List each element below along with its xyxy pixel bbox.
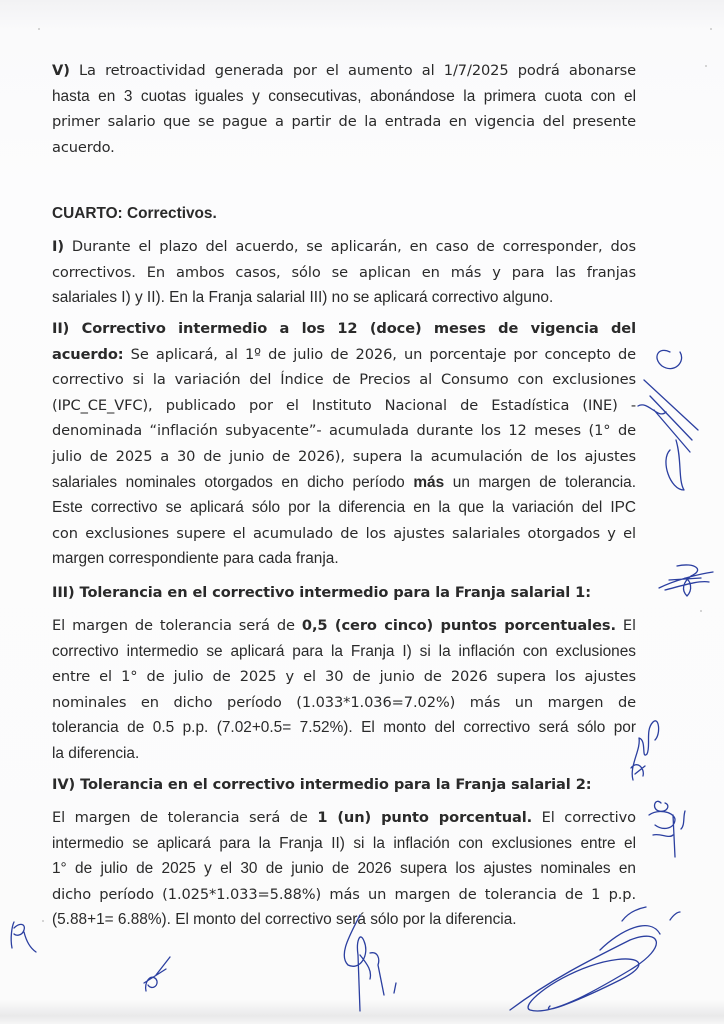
section-v-label: V) xyxy=(52,62,70,79)
section-v xyxy=(52,58,636,160)
scan-speck xyxy=(700,610,702,612)
item-iii-heading: III) Tolerancia en el correctivo intermedio para la Franja salarial 1: xyxy=(52,584,591,601)
section-v-line: acuerdo. xyxy=(52,138,115,156)
scan-speck xyxy=(38,28,40,30)
section-v-line: hasta en 3 cuotas iguales y consecutivas, abonándose la primera cuota con el xyxy=(52,87,636,105)
signature-margin-1 xyxy=(640,340,700,504)
section-v-line: primer salario que se pague a partir de la entrada en vigencia del presente xyxy=(52,113,636,131)
item-i-label: I) xyxy=(52,238,64,255)
signature-bottom-center xyxy=(320,905,420,1019)
initials-bottom-left xyxy=(8,918,38,962)
section-v-line: V) La retroactividad generada por el aumento al 1/7/2025 podrá abonarse xyxy=(52,62,636,79)
item-i: I) Durante el plazo del acuerdo, se aplicarán, en caso de corresponder, dos correctivos. En ambos casos, sólo se aplican en más y para las franjas salariales I) y II). En la Franja salarial III) no se aplicará correctivo alguno. xyxy=(52,238,636,307)
initials-bottom-2 xyxy=(140,955,180,999)
scan-speck xyxy=(42,920,44,922)
signature-bottom-right xyxy=(510,920,680,1024)
item-iii: El margen de tolerancia será de 0,5 (cero cinco) puntos porcentuales. El correctivo intermedio se aplicará para la Franja I) si la inflación con exclusiones entre el 1° de julio de 2025 y el 30 de junio de 2026 supera los ajustes nominales en dicho período (1.033*1.036=7.02%) más un margen de tolerancia de 0.5 p.p. (7.02+0.5= 7.52%). El monto del correctivo será sólo por la diferencia. xyxy=(52,617,636,762)
signature-margin-2 xyxy=(655,560,715,604)
signature-margin-3 xyxy=(625,710,665,794)
pen-stroke-right xyxy=(620,905,650,929)
scan-speck xyxy=(705,65,707,67)
item-iv-heading: IV) Tolerancia en el correctivo intermedio para la Franja salarial 2: xyxy=(52,776,592,793)
item-ii-heading: II) Correctivo intermedio a los 12 (doce) meses de vigencia del xyxy=(52,320,636,337)
item-iv: El margen de tolerancia será de 1 (un) punto porcentual. El correctivo intermedio se aplicará para la Franja II) si la inflación con exclusiones entre el 1° de julio de 2025 y el 30 de junio de 2026 supera los ajustes nominales en dicho período (1.025*1.033=5.88%) más un margen de tolerancia de 1 p.p. (5.88+1= 6.88%). El monto del correctivo será sólo por la diferencia. xyxy=(52,809,636,929)
scan-speck xyxy=(710,28,712,30)
signature-margin-4 xyxy=(645,795,690,869)
section-heading-cuarto: CUARTO: Correctivos. xyxy=(52,205,217,222)
item-ii: II) Correctivo intermedio a los 12 (doce) meses de vigencia del acuerdo: Se aplicará, al 1º de julio de 2026, un porcentaje por concepto de correctivo si la variación del Índice de Precios al Consumo con exclusiones (IPC_CE_VFC), publicado por el Instituto Nacional de Estadística (INE) - denominada “inflación subyacente”- acumulada durante los 12 meses (1° de julio de 2025 a 30 de junio de 2026), supera la acumulación de los ajustes salariales nominales otorgados en dicho período más un margen de tolerancia. Este correctivo se aplicará sólo por la diferencia en la que la variación del IPC con exclusiones supere el acumulado de los ajustes salariales otorgados y el margen correspondiente para cada franja. xyxy=(52,316,636,572)
